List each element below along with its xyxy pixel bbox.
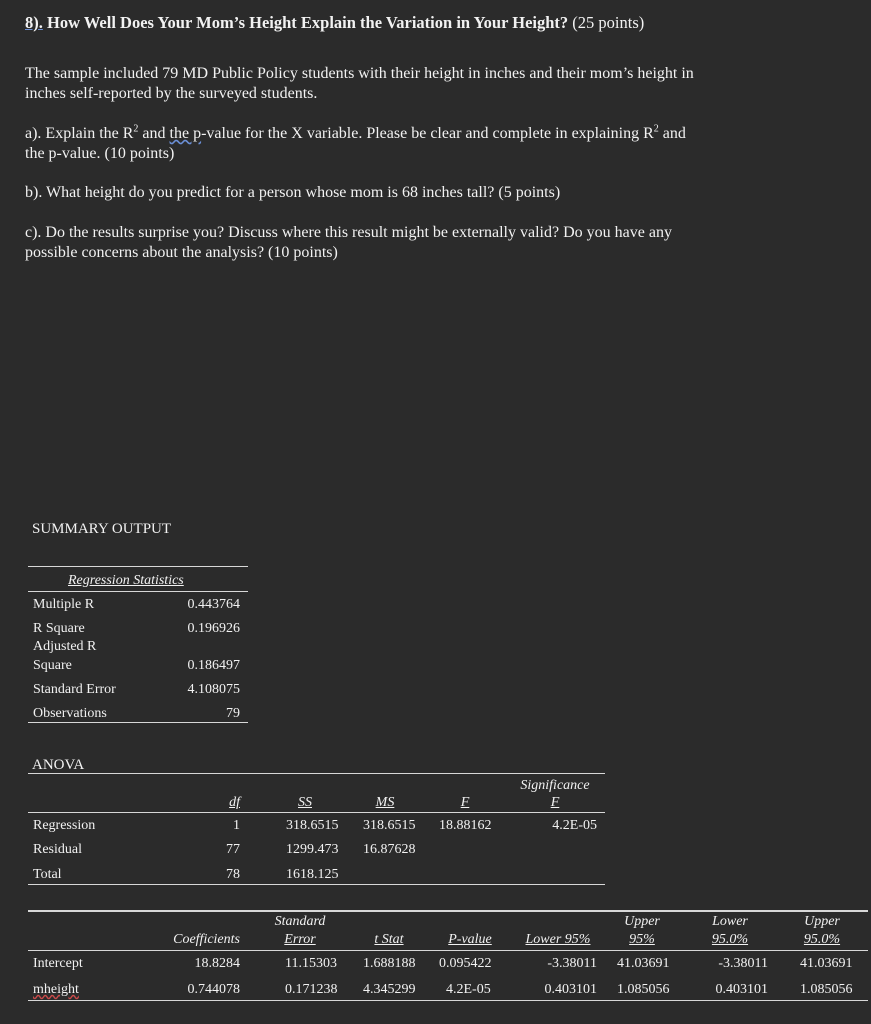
anova-df-total: 78	[226, 867, 240, 882]
anova-header-ms: MS	[375, 795, 395, 810]
regstats-label-adjusted-r: Adjusted R	[33, 639, 97, 654]
part-a-text-4: -value for the X variable. Please be clear and complete in explaining R	[201, 125, 654, 142]
anova-ss-total: 1618.125	[286, 867, 339, 882]
coef-bottom-rule	[28, 1000, 868, 1001]
coef-top-rule	[28, 910, 868, 912]
regstats-label-multiple-r: Multiple R	[33, 597, 95, 612]
coef-label-mheight: mheight	[33, 982, 79, 997]
anova-header-df: df	[229, 795, 240, 810]
regstats-label-r-square: R Square	[33, 621, 85, 636]
coef-header-se-2: Error	[284, 932, 316, 947]
question-title-text: How Well Does Your Mom’s Height Explain the Variation in Your Height?	[47, 13, 569, 32]
part-a-sup-1: 2	[133, 123, 139, 135]
anova-header-rule	[28, 812, 605, 813]
part-c-line-2: possible concerns about the analysis? (10 points)	[25, 244, 338, 261]
part-a-text-2: and	[138, 125, 170, 142]
question-points: (25 points)	[572, 13, 645, 32]
coef-header-coefficients: Coefficients	[173, 932, 240, 947]
part-a-text-1: a). Explain the R	[25, 125, 134, 142]
coef-u95-mheight: 1.085056	[617, 982, 670, 997]
regstats-bottom-rule	[28, 722, 248, 723]
coef-header-upper95-1: Upper	[624, 914, 660, 929]
anova-ss-regression: 318.6515	[286, 818, 339, 833]
anova-ms-residual: 16.87628	[363, 842, 416, 857]
coef-l95-mheight: 0.403101	[544, 982, 597, 997]
anova-ms-regression: 318.6515	[363, 818, 416, 833]
regstats-label-adjusted-r-2: Square	[33, 658, 72, 673]
part-a-text-5: and	[658, 125, 686, 142]
anova-bottom-rule	[28, 884, 605, 885]
summary-output-title: SUMMARY OUTPUT	[32, 521, 172, 537]
coef-p-mheight: 4.2E-05	[446, 982, 491, 997]
part-a-line-2: the p-value. (10 points)	[25, 145, 175, 162]
coef-t-intercept: 1.688188	[363, 956, 416, 971]
anova-sig-regression: 4.2E-05	[552, 818, 597, 833]
regstats-label-std-error: Standard Error	[33, 682, 116, 697]
regstats-header-rule	[28, 591, 248, 592]
question-title	[25, 13, 644, 33]
regstats-top-rule	[28, 566, 248, 567]
part-c-line-1: c). Do the results surprise you? Discuss where this result might be externally valid? Do you have any	[25, 224, 672, 241]
part-a-text-3: the p	[169, 125, 202, 142]
coef-header-se-1: Standard	[274, 914, 326, 929]
anova-label-total: Total	[33, 867, 62, 882]
coef-t-mheight: 4.345299	[363, 982, 416, 997]
coef-p-intercept: 0.095422	[439, 956, 492, 971]
regstats-value-observations: 79	[226, 706, 240, 721]
coef-l950-mheight: 0.403101	[715, 982, 768, 997]
anova-header-ss: SS	[298, 795, 312, 810]
regstats-header: Regression Statistics	[68, 573, 184, 588]
regstats-label-observations: Observations	[33, 706, 107, 721]
anova-header-sig-2: F	[550, 795, 560, 810]
coef-se-mheight: 0.171238	[285, 982, 338, 997]
coef-header-tstat: t Stat	[374, 932, 404, 947]
part-a-line-1	[25, 124, 686, 144]
coef-l950-intercept: -3.38011	[718, 956, 768, 971]
coef-l95-intercept: -3.38011	[547, 956, 597, 971]
anova-df-regression: 1	[233, 818, 240, 833]
question-number: 8).	[25, 13, 43, 32]
part-a-sup-2: 2	[653, 123, 659, 135]
coef-value-intercept: 18.8284	[194, 956, 240, 971]
coef-label-intercept: Intercept	[33, 956, 83, 971]
anova-label-residual: Residual	[33, 842, 82, 857]
coef-header-rule	[28, 950, 868, 951]
intro-line-2: inches self-reported by the surveyed students.	[25, 85, 318, 102]
anova-label-regression: Regression	[33, 818, 96, 833]
coef-u950-intercept: 41.03691	[800, 956, 853, 971]
anova-df-residual: 77	[226, 842, 240, 857]
part-b: b). What height do you predict for a person whose mom is 68 inches tall? (5 points)	[25, 184, 561, 201]
anova-ss-residual: 1299.473	[286, 842, 339, 857]
anova-top-rule	[28, 773, 605, 774]
coef-header-pvalue: P-value	[448, 932, 492, 947]
coef-u95-intercept: 41.03691	[617, 956, 670, 971]
regstats-value-adjusted-r: 0.186497	[187, 658, 240, 673]
coef-u950-mheight: 1.085056	[800, 982, 853, 997]
regstats-value-std-error: 4.108075	[187, 682, 240, 697]
anova-title: ANOVA	[32, 757, 85, 773]
coef-value-mheight: 0.744078	[187, 982, 240, 997]
coef-header-lower950-1: Lower	[712, 914, 748, 929]
anova-header-sig-1: Significance	[520, 778, 590, 793]
coef-header-upper950-2: 95.0%	[803, 932, 841, 947]
coef-se-intercept: 11.15303	[285, 956, 337, 971]
coef-header-lower950-2: 95.0%	[711, 932, 749, 947]
regstats-value-multiple-r: 0.443764	[187, 597, 240, 612]
anova-f-regression: 18.88162	[439, 818, 492, 833]
intro-line-1: The sample included 79 MD Public Policy students with their height in inches and their mom’s height in	[25, 65, 694, 82]
coef-header-lower95: Lower 95%	[525, 932, 591, 947]
coef-header-upper95-2: 95%	[629, 932, 655, 947]
anova-header-f: F	[460, 795, 470, 810]
regstats-value-r-square: 0.196926	[187, 621, 240, 636]
coef-header-upper950-1: Upper	[804, 914, 840, 929]
